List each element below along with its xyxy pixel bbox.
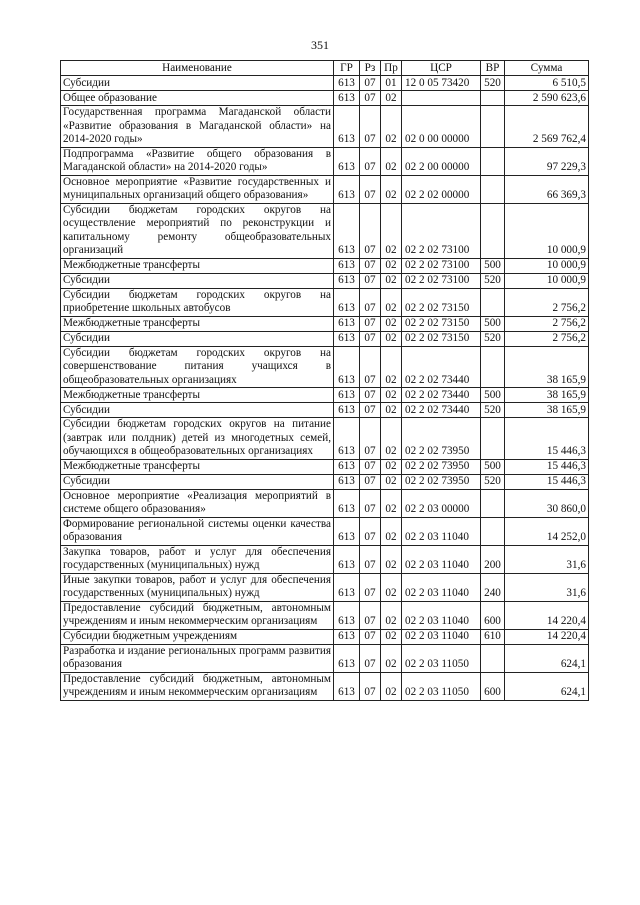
cell-pr: 02 [381,474,402,489]
cell-rz: 07 [360,629,381,644]
cell-vr: 500 [481,459,505,474]
cell-vr [481,106,505,148]
cell-sum: 14 220,4 [505,601,589,629]
cell-pr: 02 [381,316,402,331]
cell-name: Субсидии [61,331,334,346]
cell-name: Общее образование [61,91,334,106]
cell-vr [481,489,505,517]
cell-csr: 02 2 02 73150 [402,331,481,346]
cell-rz: 07 [360,601,381,629]
cell-vr: 200 [481,545,505,573]
table-row [61,316,589,331]
cell-name: Субсидии [61,76,334,91]
cell-gr: 613 [334,459,360,474]
cell-sum: 10 000,9 [505,203,589,258]
cell-vr [481,346,505,388]
cell-name: Субсидии бюджетным учреждениям [61,629,334,644]
cell-name: Межбюджетные трансферты [61,258,334,273]
cell-sum: 15 446,3 [505,418,589,460]
cell-name: Предоставление субсидий бюджетным, автономным учреждениям и иным некоммерческим организациям [61,601,334,629]
cell-rz: 07 [360,644,381,672]
cell-pr: 02 [381,629,402,644]
cell-rz: 07 [360,418,381,460]
cell-sum: 97 229,3 [505,147,589,175]
cell-gr: 613 [334,418,360,460]
cell-name: Разработка и издание региональных программ развития образования [61,644,334,672]
cell-pr: 02 [381,91,402,106]
cell-csr: 02 2 02 73950 [402,459,481,474]
table-row [61,644,589,672]
cell-pr: 01 [381,76,402,91]
cell-gr: 613 [334,316,360,331]
cell-gr: 613 [334,403,360,418]
cell-vr: 520 [481,474,505,489]
cell-vr: 520 [481,76,505,91]
cell-vr: 600 [481,672,505,700]
cell-sum: 2 590 623,6 [505,91,589,106]
cell-sum: 31,6 [505,545,589,573]
cell-gr: 613 [334,288,360,316]
cell-vr [481,203,505,258]
cell-gr: 613 [334,76,360,91]
table-row [61,672,589,700]
cell-vr [481,91,505,106]
cell-gr: 613 [334,474,360,489]
cell-vr [481,644,505,672]
cell-rz: 07 [360,573,381,601]
header-sum: Сумма [505,61,589,76]
cell-sum: 31,6 [505,573,589,601]
cell-vr [481,517,505,545]
cell-pr: 02 [381,545,402,573]
cell-sum: 38 165,9 [505,346,589,388]
cell-gr: 613 [334,147,360,175]
table-row [61,76,589,91]
cell-name: Формирование региональной системы оценки качества образования [61,517,334,545]
table-row [61,273,589,288]
cell-csr: 02 2 02 73100 [402,258,481,273]
cell-rz: 07 [360,388,381,403]
cell-pr: 02 [381,203,402,258]
cell-gr: 613 [334,273,360,288]
cell-pr: 02 [381,331,402,346]
cell-pr: 02 [381,459,402,474]
table-row [61,629,589,644]
cell-csr: 02 2 03 11040 [402,545,481,573]
header-row [61,61,589,76]
cell-name: Государственная программа Магаданской области «Развитие образования в Магаданской области» на 2014-2020 годы» [61,106,334,148]
cell-rz: 07 [360,203,381,258]
header-rz: Рз [360,61,381,76]
cell-gr: 613 [334,573,360,601]
cell-csr: 02 2 03 11050 [402,672,481,700]
cell-name: Предоставление субсидий бюджетным, автономным учреждениям и иным некоммерческим организациям [61,672,334,700]
cell-name: Межбюджетные трансферты [61,388,334,403]
cell-rz: 07 [360,273,381,288]
cell-rz: 07 [360,517,381,545]
table-row [61,489,589,517]
cell-rz: 07 [360,175,381,203]
header-pr: Пр [381,61,402,76]
table-row [61,601,589,629]
cell-pr: 02 [381,175,402,203]
cell-sum: 10 000,9 [505,273,589,288]
cell-name: Субсидии бюджетам городских округов на приобретение школьных автобусов [61,288,334,316]
cell-gr: 613 [334,331,360,346]
cell-sum: 15 446,3 [505,474,589,489]
cell-vr [481,418,505,460]
cell-rz: 07 [360,489,381,517]
cell-sum: 2 569 762,4 [505,106,589,148]
table-row [61,288,589,316]
cell-csr [402,91,481,106]
cell-csr: 02 2 03 11040 [402,601,481,629]
cell-rz: 07 [360,91,381,106]
table-row [61,459,589,474]
cell-sum: 624,1 [505,644,589,672]
cell-pr: 02 [381,288,402,316]
cell-sum: 38 165,9 [505,403,589,418]
cell-name: Субсидии [61,474,334,489]
cell-sum: 624,1 [505,672,589,700]
cell-csr: 02 0 00 00000 [402,106,481,148]
cell-rz: 07 [360,474,381,489]
cell-name: Подпрограмма «Развитие общего образования в Магаданской области» на 2014-2020 годы» [61,147,334,175]
cell-gr: 613 [334,672,360,700]
table-row [61,147,589,175]
table-row [61,573,589,601]
cell-sum: 38 165,9 [505,388,589,403]
cell-gr: 613 [334,517,360,545]
cell-vr: 500 [481,258,505,273]
cell-rz: 07 [360,76,381,91]
cell-csr: 02 2 03 11040 [402,517,481,545]
cell-csr: 02 2 02 73100 [402,203,481,258]
cell-csr: 02 2 03 00000 [402,489,481,517]
cell-vr: 500 [481,388,505,403]
cell-rz: 07 [360,331,381,346]
cell-pr: 02 [381,601,402,629]
table-row [61,346,589,388]
cell-gr: 613 [334,175,360,203]
cell-pr: 02 [381,403,402,418]
cell-name: Закупка товаров, работ и услуг для обеспечения государственных (муниципальных) нужд [61,545,334,573]
cell-gr: 613 [334,644,360,672]
header-vr: ВР [481,61,505,76]
cell-pr: 02 [381,258,402,273]
table-row [61,403,589,418]
cell-csr: 02 2 02 73440 [402,388,481,403]
table-body [61,76,589,701]
table-row [61,474,589,489]
table-row [61,418,589,460]
cell-pr: 02 [381,489,402,517]
table-row [61,91,589,106]
cell-rz: 07 [360,403,381,418]
cell-vr [481,288,505,316]
cell-csr: 02 2 02 73440 [402,403,481,418]
cell-vr [481,147,505,175]
cell-csr: 12 0 05 73420 [402,76,481,91]
cell-name: Субсидии [61,403,334,418]
cell-csr: 02 2 02 73950 [402,474,481,489]
cell-gr: 613 [334,545,360,573]
cell-csr: 02 2 02 73150 [402,288,481,316]
cell-pr: 02 [381,346,402,388]
cell-sum: 2 756,2 [505,331,589,346]
cell-rz: 07 [360,288,381,316]
cell-rz: 07 [360,545,381,573]
cell-csr: 02 2 02 73150 [402,316,481,331]
cell-rz: 07 [360,316,381,331]
table-row [61,203,589,258]
cell-sum: 2 756,2 [505,288,589,316]
cell-vr [481,175,505,203]
cell-name: Иные закупки товаров, работ и услуг для обеспечения государственных (муниципальных) нужд [61,573,334,601]
table-row [61,545,589,573]
cell-csr: 02 2 02 73440 [402,346,481,388]
cell-rz: 07 [360,106,381,148]
cell-sum: 10 000,9 [505,258,589,273]
table-row [61,106,589,148]
cell-sum: 66 369,3 [505,175,589,203]
cell-gr: 613 [334,489,360,517]
cell-name: Субсидии бюджетам городских округов на осуществление мероприятий по реконструкции и капитальному ремонту общеобразовательных организаций [61,203,334,258]
cell-gr: 613 [334,601,360,629]
cell-pr: 02 [381,672,402,700]
cell-pr: 02 [381,418,402,460]
table-row [61,175,589,203]
header-name: Наименование [61,61,334,76]
cell-pr: 02 [381,517,402,545]
cell-vr: 520 [481,331,505,346]
cell-rz: 07 [360,459,381,474]
cell-rz: 07 [360,346,381,388]
cell-gr: 613 [334,91,360,106]
table-row [61,331,589,346]
cell-name: Основное мероприятие «Реализация мероприятий в системе общего образования» [61,489,334,517]
cell-vr: 520 [481,403,505,418]
cell-pr: 02 [381,273,402,288]
budget-table [60,60,589,701]
cell-sum: 2 756,2 [505,316,589,331]
cell-rz: 07 [360,147,381,175]
cell-name: Субсидии бюджетам городских округов на питание (завтрак или полдник) детей из многодетных семей, обучающихся в общеобразовательных организациях [61,418,334,460]
header-gr: ГР [334,61,360,76]
cell-rz: 07 [360,258,381,273]
cell-sum: 14 252,0 [505,517,589,545]
cell-pr: 02 [381,106,402,148]
cell-csr: 02 2 02 00000 [402,175,481,203]
cell-vr: 500 [481,316,505,331]
cell-sum: 14 220,4 [505,629,589,644]
cell-name: Межбюджетные трансферты [61,459,334,474]
cell-name: Субсидии бюджетам городских округов на совершенствование питания учащихся в общеобразовательных организациях [61,346,334,388]
cell-vr: 600 [481,601,505,629]
cell-rz: 07 [360,672,381,700]
table-row [61,258,589,273]
table-row [61,388,589,403]
cell-csr: 02 2 03 11040 [402,629,481,644]
cell-gr: 613 [334,203,360,258]
cell-gr: 613 [334,258,360,273]
cell-csr: 02 2 03 11040 [402,573,481,601]
cell-vr: 240 [481,573,505,601]
cell-gr: 613 [334,106,360,148]
cell-csr: 02 2 00 00000 [402,147,481,175]
cell-sum: 15 446,3 [505,459,589,474]
cell-gr: 613 [334,346,360,388]
cell-pr: 02 [381,573,402,601]
cell-csr: 02 2 02 73100 [402,273,481,288]
page-number: 351 [311,38,329,52]
cell-vr: 610 [481,629,505,644]
cell-name: Основное мероприятие «Развитие государственных и муниципальных организаций общего образования» [61,175,334,203]
table-row [61,517,589,545]
cell-name: Субсидии [61,273,334,288]
cell-name: Межбюджетные трансферты [61,316,334,331]
cell-csr: 02 2 02 73950 [402,418,481,460]
header-csr: ЦСР [402,61,481,76]
cell-vr: 520 [481,273,505,288]
cell-csr: 02 2 03 11050 [402,644,481,672]
cell-pr: 02 [381,388,402,403]
cell-sum: 30 860,0 [505,489,589,517]
cell-pr: 02 [381,147,402,175]
cell-sum: 6 510,5 [505,76,589,91]
cell-pr: 02 [381,644,402,672]
cell-gr: 613 [334,629,360,644]
cell-gr: 613 [334,388,360,403]
